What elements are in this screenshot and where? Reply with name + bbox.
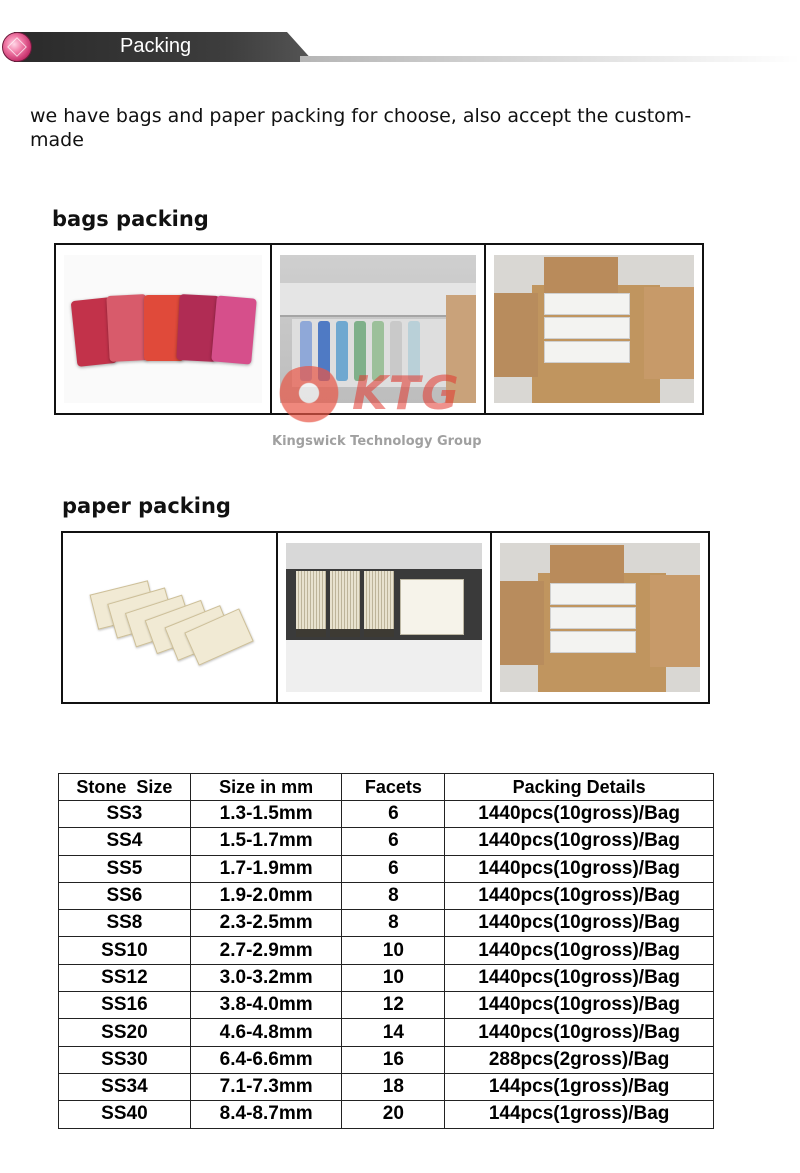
cell-stone-size: SS8 (59, 910, 191, 937)
cell-stone-size: SS20 (59, 1019, 191, 1046)
cell-size-mm: 4.6-4.8mm (190, 1019, 342, 1046)
bags-packing-photos (54, 243, 704, 415)
table-row (59, 1046, 714, 1073)
cell-facets: 18 (342, 1073, 445, 1100)
cell-packing: 1440pcs(10gross)/Bag (445, 1019, 714, 1046)
cell-packing: 288pcs(2gross)/Bag (445, 1046, 714, 1073)
header-divider-line (300, 56, 800, 62)
cell-stone-size: SS12 (59, 964, 191, 991)
photo-paper-packs-in-box (286, 543, 483, 692)
header-size-mm: Size in mm (190, 774, 342, 801)
cell-packing: 1440pcs(10gross)/Bag (445, 882, 714, 909)
cell-size-mm: 1.5-1.7mm (190, 828, 342, 855)
cell-stone-size: SS4 (59, 828, 191, 855)
cell-packing: 1440pcs(10gross)/Bag (445, 910, 714, 937)
header-stone-size: Stone Size (59, 774, 191, 801)
cell-stone-size: SS5 (59, 855, 191, 882)
pink-gem-icon (2, 32, 32, 62)
cell-stone-size: SS16 (59, 992, 191, 1019)
cell-facets: 12 (342, 992, 445, 1019)
cell-size-mm: 7.1-7.3mm (190, 1073, 342, 1100)
table-row (59, 1101, 714, 1128)
cell-stone-size: SS30 (59, 1046, 191, 1073)
table-row (59, 964, 714, 991)
photo-cell-carton (486, 245, 702, 413)
header-banner (0, 30, 800, 64)
cell-facets: 10 (342, 964, 445, 991)
cell-size-mm: 1.9-2.0mm (190, 882, 342, 909)
watermark-letters: KTG (352, 366, 460, 420)
cell-facets: 16 (342, 1046, 445, 1073)
bags-packing-title: bags packing (52, 207, 209, 231)
cell-size-mm: 3.8-4.0mm (190, 992, 342, 1019)
table-row (59, 828, 714, 855)
table-row (59, 882, 714, 909)
cell-stone-size: SS6 (59, 882, 191, 909)
photo-cell-bags (56, 245, 272, 413)
cell-size-mm: 6.4-6.6mm (190, 1046, 342, 1073)
stone-size-table (58, 773, 714, 1129)
table-header-row (59, 774, 714, 801)
cell-packing: 144pcs(1gross)/Bag (445, 1073, 714, 1100)
photo-carton-box-2 (500, 543, 700, 692)
cell-stone-size: SS10 (59, 937, 191, 964)
cell-packing: 144pcs(1gross)/Bag (445, 1101, 714, 1128)
table-row (59, 910, 714, 937)
cell-size-mm: 8.4-8.7mm (190, 1101, 342, 1128)
cell-facets: 6 (342, 855, 445, 882)
header-packing-details: Packing Details (445, 774, 714, 801)
cell-stone-size: SS40 (59, 1101, 191, 1128)
cell-facets: 8 (342, 910, 445, 937)
watermark-company: Kingswick Technology Group (272, 434, 482, 449)
table-row (59, 1019, 714, 1046)
paper-packing-photos (61, 531, 710, 704)
table-row (59, 855, 714, 882)
cell-size-mm: 1.7-1.9mm (190, 855, 342, 882)
cell-size-mm: 1.3-1.5mm (190, 801, 342, 828)
photo-cell-paper-box (278, 533, 493, 702)
cell-facets: 14 (342, 1019, 445, 1046)
cell-facets: 8 (342, 882, 445, 909)
cell-packing: 1440pcs(10gross)/Bag (445, 828, 714, 855)
photo-cell-carton-2 (492, 533, 708, 702)
cell-size-mm: 2.7-2.9mm (190, 937, 342, 964)
cell-size-mm: 2.3-2.5mm (190, 910, 342, 937)
cell-facets: 20 (342, 1101, 445, 1128)
table-row (59, 1073, 714, 1100)
photo-carton-box (494, 255, 694, 403)
photo-paper-envelopes (71, 543, 268, 692)
cell-packing: 1440pcs(10gross)/Bag (445, 964, 714, 991)
cell-packing: 1440pcs(10gross)/Bag (445, 855, 714, 882)
table-row (59, 992, 714, 1019)
paper-packing-title: paper packing (62, 494, 231, 518)
table-row (59, 801, 714, 828)
cell-facets: 6 (342, 801, 445, 828)
page-title: Packing (120, 35, 192, 57)
cell-stone-size: SS3 (59, 801, 191, 828)
cell-facets: 10 (342, 937, 445, 964)
cell-packing: 1440pcs(10gross)/Bag (445, 992, 714, 1019)
cell-size-mm: 3.0-3.2mm (190, 964, 342, 991)
cell-packing: 1440pcs(10gross)/Bag (445, 801, 714, 828)
intro-text: we have bags and paper packing for choose, also accept the custom-made (30, 105, 692, 151)
table-row (59, 937, 714, 964)
cell-packing: 1440pcs(10gross)/Bag (445, 937, 714, 964)
photo-cell-box-bags (272, 245, 487, 413)
header-facets: Facets (342, 774, 445, 801)
photo-cell-envelopes (63, 533, 278, 702)
cell-facets: 6 (342, 828, 445, 855)
photo-bags-in-box (280, 255, 477, 403)
cell-stone-size: SS34 (59, 1073, 191, 1100)
photo-rhinestone-bags (64, 255, 262, 403)
